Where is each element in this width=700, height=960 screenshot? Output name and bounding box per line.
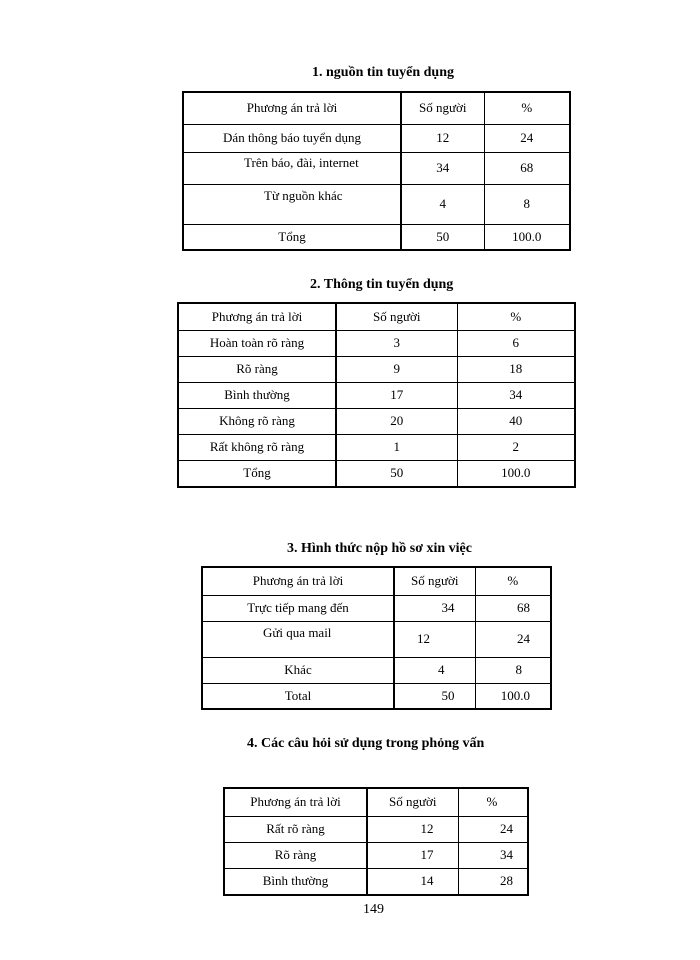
percent-cell: 24 bbox=[484, 124, 570, 152]
header-cell: % bbox=[458, 788, 528, 816]
percent-cell: 18 bbox=[457, 356, 575, 382]
table-header-row bbox=[202, 567, 551, 595]
percent-cell: 68 bbox=[484, 152, 570, 184]
percent-cell: 8 bbox=[484, 184, 570, 224]
header-cell: % bbox=[457, 303, 575, 330]
percent-cell: 24 bbox=[475, 621, 551, 657]
count-cell: 34 bbox=[401, 152, 484, 184]
answer-cell: Từ nguồn khác bbox=[183, 184, 401, 224]
table-row bbox=[178, 356, 575, 382]
header-cell: Phương án trả lời bbox=[178, 303, 336, 330]
table-row bbox=[202, 621, 551, 657]
table-row bbox=[202, 683, 551, 709]
section-4-title: 4. Các câu hỏi sử dụng trong phỏng vấn bbox=[247, 736, 485, 751]
header-cell: Số người bbox=[336, 303, 457, 330]
header-cell: Số người bbox=[401, 92, 484, 124]
count-cell: 50 bbox=[336, 460, 457, 487]
table-row bbox=[178, 330, 575, 356]
answer-cell: Rất rõ ràng bbox=[224, 816, 367, 842]
count-cell: 17 bbox=[367, 842, 458, 868]
header-cell: Số người bbox=[394, 567, 475, 595]
table-row bbox=[178, 434, 575, 460]
percent-cell: 40 bbox=[457, 408, 575, 434]
table-interview-questions bbox=[223, 787, 529, 896]
table-row bbox=[183, 124, 570, 152]
percent-cell: 8 bbox=[475, 657, 551, 683]
table-row bbox=[183, 224, 570, 250]
table-recruitment-source bbox=[182, 91, 571, 251]
table-row bbox=[224, 868, 528, 895]
table-row bbox=[178, 460, 575, 487]
table-row bbox=[178, 408, 575, 434]
table-row bbox=[202, 595, 551, 621]
count-cell: 34 bbox=[394, 595, 475, 621]
answer-cell: Rõ ràng bbox=[178, 356, 336, 382]
answer-cell: Trực tiếp mang đến bbox=[202, 595, 394, 621]
table-recruitment-info bbox=[177, 302, 576, 488]
answer-cell: Rõ ràng bbox=[224, 842, 367, 868]
section-3-title: 3. Hình thức nộp hồ sơ xin việc bbox=[287, 541, 472, 556]
percent-cell: 100.0 bbox=[484, 224, 570, 250]
table-header-row bbox=[183, 92, 570, 124]
count-cell: 12 bbox=[394, 621, 475, 657]
answer-cell: Khác bbox=[202, 657, 394, 683]
header-cell: % bbox=[475, 567, 551, 595]
count-cell: 4 bbox=[401, 184, 484, 224]
header-cell: Phương án trả lời bbox=[183, 92, 401, 124]
answer-cell: Rất không rõ ràng bbox=[178, 434, 336, 460]
count-cell: 12 bbox=[367, 816, 458, 842]
answer-cell: Bình thường bbox=[224, 868, 367, 895]
table-row bbox=[178, 382, 575, 408]
count-cell: 14 bbox=[367, 868, 458, 895]
count-cell: 3 bbox=[336, 330, 457, 356]
header-cell: Số người bbox=[367, 788, 458, 816]
answer-cell: Hoàn toàn rõ ràng bbox=[178, 330, 336, 356]
percent-cell: 34 bbox=[457, 382, 575, 408]
percent-cell: 34 bbox=[458, 842, 528, 868]
answer-cell: Tổng bbox=[178, 460, 336, 487]
answer-cell: Dán thông báo tuyển dụng bbox=[183, 124, 401, 152]
table-row bbox=[224, 842, 528, 868]
count-cell: 4 bbox=[394, 657, 475, 683]
percent-cell: 6 bbox=[457, 330, 575, 356]
percent-cell: 100.0 bbox=[475, 683, 551, 709]
table-header-row bbox=[178, 303, 575, 330]
table-row bbox=[224, 816, 528, 842]
count-cell: 17 bbox=[336, 382, 457, 408]
percent-cell: 68 bbox=[475, 595, 551, 621]
count-cell: 12 bbox=[401, 124, 484, 152]
percent-cell: 24 bbox=[458, 816, 528, 842]
answer-cell: Bình thường bbox=[178, 382, 336, 408]
answer-cell: Không rõ ràng bbox=[178, 408, 336, 434]
answer-cell: Total bbox=[202, 683, 394, 709]
header-cell: Phương án trả lời bbox=[224, 788, 367, 816]
table-application-method bbox=[201, 566, 552, 710]
count-cell: 20 bbox=[336, 408, 457, 434]
table-header-row bbox=[224, 788, 528, 816]
count-cell: 1 bbox=[336, 434, 457, 460]
percent-cell: 2 bbox=[457, 434, 575, 460]
answer-cell: Trên báo, đài, internet bbox=[183, 152, 401, 184]
answer-cell: Tổng bbox=[183, 224, 401, 250]
count-cell: 9 bbox=[336, 356, 457, 382]
percent-cell: 28 bbox=[458, 868, 528, 895]
page-number: 149 bbox=[363, 902, 384, 917]
table-row bbox=[183, 184, 570, 224]
header-cell: % bbox=[484, 92, 570, 124]
header-cell: Phương án trả lời bbox=[202, 567, 394, 595]
table-row bbox=[183, 152, 570, 184]
table-row bbox=[202, 657, 551, 683]
count-cell: 50 bbox=[401, 224, 484, 250]
section-2-title: 2. Thông tin tuyển dụng bbox=[310, 277, 454, 292]
answer-cell: Gửi qua mail bbox=[202, 621, 394, 657]
section-1-title: 1. nguồn tin tuyển dụng bbox=[312, 65, 455, 80]
count-cell: 50 bbox=[394, 683, 475, 709]
percent-cell: 100.0 bbox=[457, 460, 575, 487]
